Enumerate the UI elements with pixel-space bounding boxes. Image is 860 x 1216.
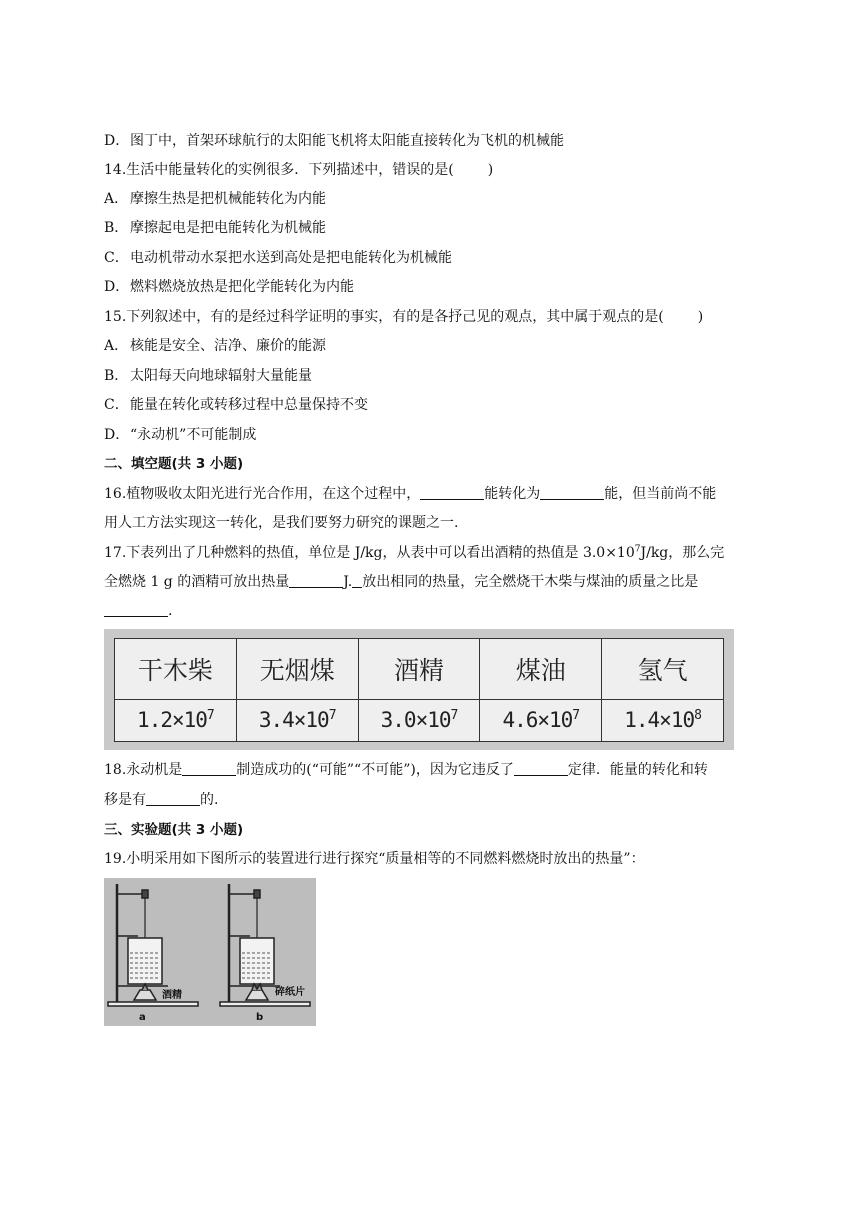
answer-blank bbox=[289, 573, 343, 588]
table-row bbox=[115, 699, 724, 741]
fuel-heat-value-table bbox=[104, 629, 734, 750]
answer-blank bbox=[146, 791, 200, 806]
answer-blank bbox=[540, 485, 604, 500]
table-cell: $1.2\times 10^7$ bbox=[115, 699, 237, 741]
answer-blank bbox=[352, 573, 362, 588]
setup-a bbox=[108, 884, 198, 1006]
table-header-cell: 无烟煤 bbox=[236, 639, 358, 700]
q16-line2: 用人工方法实现这一转化，是我们要努力研究的课题之一. bbox=[104, 515, 459, 531]
q14-option-c: C．电动机带动水泵把水送到高处是把电能转化为机械能 bbox=[104, 250, 452, 266]
q16-line1: 16.植物吸收太阳光进行光合作用，在这个过程中， 能转化为 能，但当前尚不能 bbox=[104, 486, 717, 502]
fuel-b-label: 碎纸片 bbox=[275, 987, 305, 998]
table-header-cell: 煤油 bbox=[480, 639, 602, 700]
q15-stem: 15.下列叙述中，有的是经过科学证明的事实，有的是各抒己见的观点，其中属于观点的是( ) bbox=[104, 309, 704, 325]
q14-option-a: A． 摩擦生热是把机械能转化为内能 bbox=[104, 191, 326, 207]
q14-option-d: D．燃料燃烧放热是把化学能转化为内能 bbox=[104, 279, 354, 295]
figure-label-b: b bbox=[256, 1012, 264, 1023]
q15-option-b: B． 太阳每天向地球辐射大量能量 bbox=[104, 368, 312, 384]
q18-line2: 移是有 的. bbox=[104, 792, 219, 808]
table-cell: $1.4\times 10^8$ bbox=[602, 699, 724, 741]
combustion-apparatus-figure bbox=[104, 878, 316, 1026]
q19-stem: 19.小明采用如下图所示的装置进行进行探究“质量相等的不同燃料燃烧时放出的热量”： bbox=[104, 851, 645, 867]
table-header-cell: 干木柴 bbox=[115, 639, 237, 700]
q15-option-c: C．能量在转化或转移过程中总量保持不变 bbox=[104, 397, 368, 413]
table-header-cell: 酒精 bbox=[358, 639, 480, 700]
answer-blank bbox=[104, 602, 168, 617]
q13-option-d bbox=[104, 131, 764, 151]
table-cell: $4.6\times 10^7$ bbox=[480, 699, 602, 741]
q18-line1: 18.永动机是 制造成功的(“可能”“不可能”)，因为它违反了 定律．能量的转化和转 bbox=[104, 762, 708, 778]
figure-label-a: a bbox=[139, 1012, 146, 1023]
fuel-a-label: 酒精 bbox=[162, 990, 182, 1001]
q14-stem: 14.生活中能量转化的实例很多．下列描述中，错误的是( ) bbox=[104, 162, 494, 178]
table-cell: $3.4\times 10^7$ bbox=[236, 699, 358, 741]
table-cell: $3.0\times 10^7$ bbox=[358, 699, 480, 741]
q17-line1: 17.下表列出了几种燃料的热值，单位是 J/kg，从表中可以看出酒精的热值是 $3.0\times 10^7J/kg$，那么完 bbox=[104, 544, 725, 561]
option-text: 图丁中，首架环球航行的太阳能飞机将太阳能直接转化为飞机的机械能 bbox=[130, 133, 564, 149]
q15-option-a: A． 核能是安全、洁净、廉价的能源 bbox=[104, 338, 326, 354]
answer-blank bbox=[420, 485, 484, 500]
section-heading-experiment: 三、实验题(共 3 小题) bbox=[104, 822, 244, 838]
table-header-row bbox=[115, 639, 724, 700]
apparatus-drawing bbox=[104, 878, 316, 1026]
q15-option-d: D．“永动机”不可能制成 bbox=[104, 427, 257, 443]
q17-line2: 全燃烧 1 g 的酒精可放出热量 J. 放出相同的热量，完全燃烧干木柴与煤油的质量之比是 bbox=[104, 574, 699, 590]
answer-blank bbox=[514, 761, 568, 776]
section-heading-fill-in: 二、填空题(共 3 小题) bbox=[104, 456, 244, 472]
table-header-cell: 氢气 bbox=[602, 639, 724, 700]
q17-line3: . bbox=[104, 601, 764, 621]
answer-blank bbox=[182, 761, 236, 776]
option-letter: D． bbox=[104, 133, 130, 149]
q14-option-b: B． 摩擦起电是把电能转化为机械能 bbox=[104, 220, 326, 236]
